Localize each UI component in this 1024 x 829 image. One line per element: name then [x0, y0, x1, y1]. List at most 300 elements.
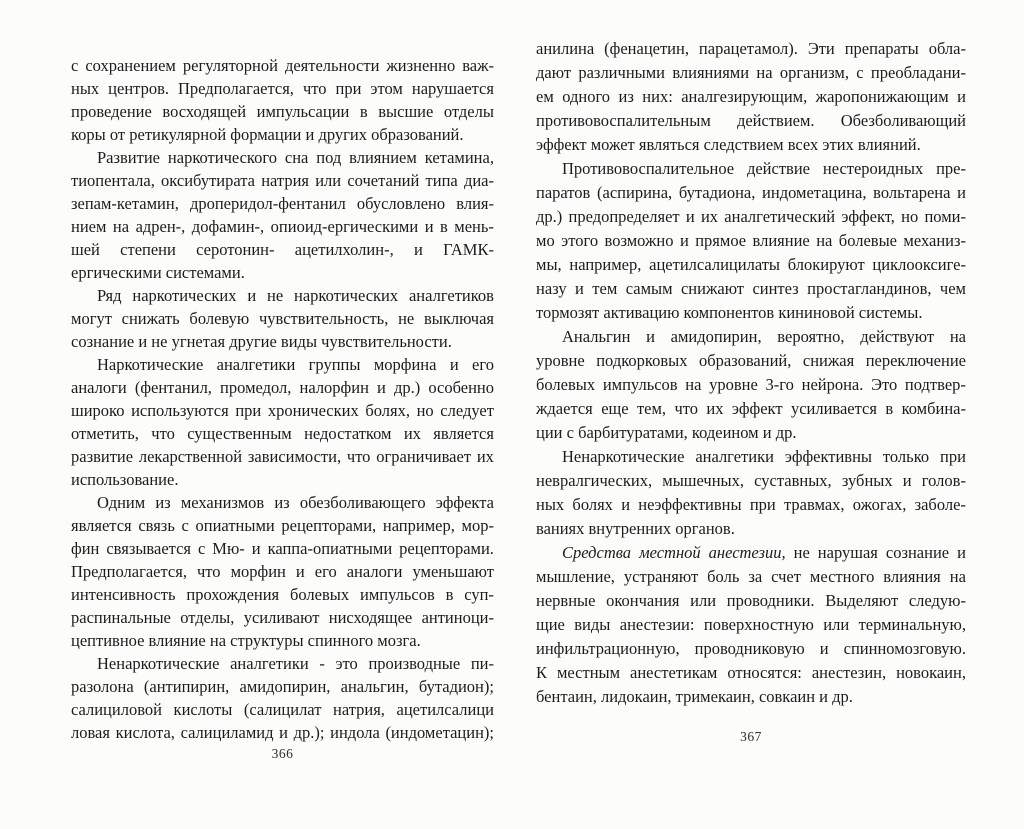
word: этом — [370, 79, 403, 98]
word: оксибутирата — [161, 171, 255, 190]
word: связывается — [106, 539, 191, 558]
word: широко — [71, 401, 125, 420]
word: анестезин, — [811, 663, 887, 682]
text-line — [536, 181, 966, 205]
word: на — [949, 327, 966, 346]
word: это — [335, 654, 358, 673]
word: Ненаркотические — [562, 447, 685, 466]
word: (салицилат — [243, 700, 322, 719]
word: действием. — [736, 111, 815, 130]
word: анестетикам — [630, 663, 718, 682]
word: связь — [138, 516, 175, 535]
word: за — [748, 567, 763, 586]
word: или — [315, 171, 342, 190]
word: и — [251, 539, 261, 558]
word: др.) — [393, 378, 421, 397]
text-line — [71, 100, 494, 123]
text-line — [71, 583, 494, 606]
word: Средства — [562, 543, 632, 562]
word: хронических — [267, 401, 359, 420]
word: амидопирин, — [670, 327, 762, 346]
word: производные — [368, 654, 461, 673]
word: невралгических, — [536, 471, 653, 490]
word: противовоспалительным — [536, 111, 711, 130]
text-line — [71, 491, 494, 514]
text-line — [536, 349, 966, 373]
word: особенно — [428, 378, 494, 397]
word: центров. — [108, 79, 169, 98]
word: болевую — [189, 309, 250, 328]
word: регуляторной — [182, 56, 278, 75]
word: при — [235, 401, 262, 420]
word: серотонин- — [196, 240, 275, 259]
word: инфильтрационную, — [536, 639, 680, 658]
text-line — [71, 238, 494, 261]
word: опиатными — [195, 516, 275, 535]
word: эффективны — [784, 447, 872, 466]
word: чувствительность, — [258, 309, 389, 328]
word: анестезии: — [619, 615, 695, 634]
word: натрия, — [333, 700, 385, 719]
word: Предполагается, — [71, 562, 187, 581]
word: 3-го — [765, 375, 794, 394]
word: различными — [578, 63, 666, 82]
text-line — [536, 61, 966, 85]
word: следую- — [908, 591, 966, 610]
word: выключая — [423, 309, 494, 328]
word: анестезии, — [708, 543, 786, 562]
word: отделы, — [180, 608, 235, 627]
word: Развитие — [97, 148, 161, 167]
word: наркотических — [294, 286, 399, 305]
word: боль — [707, 567, 740, 586]
word: их — [706, 399, 724, 418]
word: при — [335, 79, 362, 98]
word: ацетилсалици — [396, 700, 494, 719]
word: жаропонижающим — [815, 87, 949, 106]
word: аналгетический — [724, 207, 836, 226]
word: только — [882, 447, 930, 466]
text-line — [71, 422, 494, 445]
text-line — [536, 229, 966, 253]
word: блокируют — [787, 255, 865, 274]
word: диа- — [463, 171, 494, 190]
paragraph — [71, 54, 494, 146]
word: действие — [746, 159, 810, 178]
text-line — [71, 192, 494, 215]
word: с — [856, 63, 864, 82]
word: Мю- — [212, 539, 245, 558]
text-line — [536, 613, 966, 637]
word: болях — [572, 495, 613, 514]
word: образований, — [698, 351, 792, 370]
word: и — [449, 355, 459, 374]
word: обезболивающего — [299, 493, 426, 512]
word: существенным — [187, 424, 292, 443]
paragraph — [71, 491, 494, 652]
text-line — [71, 468, 494, 491]
word: др.) — [536, 207, 563, 226]
word: Одним — [97, 493, 146, 512]
word: Это — [871, 375, 898, 394]
word: на — [756, 63, 773, 82]
word: группы — [308, 355, 361, 374]
word: импульсации — [256, 102, 350, 121]
text-line — [71, 376, 494, 399]
word: местным — [556, 663, 621, 682]
word: спинномозговую. — [843, 639, 966, 658]
text-line — [71, 77, 494, 100]
word: обусловлено — [356, 194, 446, 213]
word: сочетаний — [347, 171, 420, 190]
word: этого — [561, 231, 599, 250]
word: окончания — [606, 591, 680, 610]
word: шей — [71, 240, 100, 259]
word: одного — [562, 87, 611, 106]
word: и — [819, 639, 829, 658]
word: сознание — [885, 543, 950, 562]
text-line — [71, 721, 494, 744]
word: наркотического — [167, 148, 277, 167]
word: ацетилхолин-, — [294, 240, 394, 259]
line-text: тормозят активацию компонентов кининовой системы. — [536, 303, 923, 322]
line-text: ции с барбитуратами, кодеином и др. — [536, 423, 797, 442]
word: не — [267, 286, 284, 305]
word: сна — [284, 148, 309, 167]
word: типа — [425, 171, 458, 190]
text-line — [71, 537, 494, 560]
word: парацетамол). — [698, 39, 798, 58]
word: не — [793, 543, 810, 562]
word: сохранением — [85, 56, 176, 75]
word: разолона — [71, 677, 134, 696]
word: что — [302, 79, 327, 98]
text-line — [536, 421, 966, 445]
word: морфина — [373, 355, 437, 374]
word: аналоги — [71, 378, 127, 397]
word: используются — [131, 401, 229, 420]
word: ем — [536, 87, 554, 106]
word: является — [433, 424, 494, 443]
word: натрия — [261, 171, 310, 190]
word: адрен-, — [135, 217, 186, 236]
word: комбина- — [901, 399, 966, 418]
text-line — [71, 514, 494, 537]
word: Ряд — [97, 286, 122, 305]
word: (индометацин); — [385, 723, 494, 742]
paragraph — [71, 146, 494, 284]
text-line — [536, 517, 966, 541]
word: снижают — [680, 279, 745, 298]
word: мы, — [536, 255, 562, 274]
word: травмах, — [784, 495, 845, 514]
word: на — [112, 217, 130, 236]
word: или — [690, 591, 717, 610]
text-line — [536, 301, 966, 325]
word: действуют — [860, 327, 935, 346]
word: развитие — [71, 447, 134, 466]
word: влияния — [883, 567, 941, 586]
paragraph — [536, 541, 966, 709]
text-line — [536, 109, 966, 133]
word: или — [823, 615, 850, 634]
word: и — [646, 327, 655, 346]
word: поми- — [924, 207, 966, 226]
word: фин — [71, 539, 100, 558]
word: прохождения — [186, 585, 280, 604]
word: нарушая — [817, 543, 878, 562]
word: Анальгин — [562, 327, 631, 346]
text-line — [71, 675, 494, 698]
word: ждается — [536, 399, 593, 418]
word: аналгезирующим, — [681, 87, 808, 106]
word: и — [575, 279, 584, 298]
word: новокаин, — [896, 663, 966, 682]
text-line — [536, 157, 966, 181]
word: степени — [120, 240, 176, 259]
word: организм, — [779, 63, 849, 82]
paragraph — [536, 157, 966, 325]
left-page-text-block — [71, 54, 494, 744]
word: проведение — [71, 102, 152, 121]
paragraph — [71, 652, 494, 744]
paragraph — [536, 445, 966, 541]
word: местного — [809, 567, 875, 586]
text-line — [71, 123, 494, 146]
word: каппа-опиатными — [267, 539, 393, 558]
word: болевые — [838, 231, 897, 250]
word: и — [957, 183, 966, 202]
word: при — [749, 495, 776, 514]
word: и — [295, 562, 305, 581]
word: и — [957, 87, 966, 106]
word: салициловой — [71, 700, 162, 719]
word: наркотических — [132, 286, 237, 305]
word: бутадиона, — [678, 183, 756, 202]
word: салициламид — [180, 723, 274, 742]
text-line — [536, 37, 966, 61]
word: что — [151, 424, 175, 443]
line-text: коры от ретикулярной формации и других образований. — [71, 125, 464, 144]
word: рецепторами, — [281, 516, 377, 535]
word: проводники. — [726, 591, 815, 610]
word: Противовоспалительное — [562, 159, 735, 178]
word: аналгетиков — [408, 286, 494, 305]
word: дофамин-, — [191, 217, 265, 236]
word: не — [398, 309, 415, 328]
word: синтез — [752, 279, 799, 298]
text-line — [71, 606, 494, 629]
word: зепам-кетамин, — [71, 194, 179, 213]
text-line — [536, 493, 966, 517]
text-line — [71, 353, 494, 376]
line-text: ваниях внутренних органов. — [536, 519, 735, 538]
paragraph — [536, 37, 966, 157]
word: (аспирина, — [597, 183, 673, 202]
word: препараты — [844, 39, 919, 58]
word: эффекта — [435, 493, 494, 512]
word: щие — [536, 615, 565, 634]
word: кислота, — [115, 723, 175, 742]
word: паратов — [536, 183, 591, 202]
line-text: ергическими системами. — [71, 263, 245, 282]
word: отделы — [443, 102, 494, 121]
right-page-text-block — [536, 37, 966, 709]
word: дроперидол-фентанил — [189, 194, 346, 213]
word: мо — [536, 231, 555, 250]
word: уменьшают — [412, 562, 494, 581]
text-line — [71, 629, 494, 652]
word: рецепторами. — [399, 539, 494, 558]
text-line — [536, 325, 966, 349]
word: их — [700, 207, 719, 226]
word: еще — [601, 399, 629, 418]
word: проводниковую — [694, 639, 805, 658]
word: аналоги — [346, 562, 403, 581]
text-line — [536, 253, 966, 277]
text-line — [71, 215, 494, 238]
word: в — [359, 102, 368, 121]
word: голов- — [921, 471, 966, 490]
word: анилина — [536, 39, 595, 58]
word: например, — [569, 255, 642, 274]
right-page-number: 367 — [740, 729, 762, 744]
word: тем, — [636, 399, 667, 418]
word: ловая — [71, 723, 110, 742]
word: тиопентала, — [71, 171, 155, 190]
word: ных — [536, 495, 565, 514]
word: ацетилсалицилаты — [649, 255, 781, 274]
word: промедол, — [220, 378, 292, 397]
word: уровне — [709, 375, 758, 394]
word: ожогах, — [852, 495, 907, 514]
word: из — [155, 493, 171, 512]
word: является — [71, 516, 132, 535]
word: отметить, — [71, 424, 139, 443]
word: аналгетики — [695, 447, 774, 466]
word: подтвер- — [904, 375, 966, 394]
word: с — [181, 516, 189, 535]
word: назу — [536, 279, 567, 298]
word: нестероидных — [822, 159, 924, 178]
word: и — [279, 723, 288, 742]
word: и — [679, 231, 689, 250]
word: циклооксиге- — [872, 255, 966, 274]
word: кислоты — [173, 700, 233, 719]
word: и — [902, 471, 912, 490]
word: дают — [536, 63, 572, 82]
word: высшие — [378, 102, 434, 121]
word: индометацина, — [762, 183, 867, 202]
text-line — [536, 469, 966, 493]
word: из — [618, 87, 634, 106]
text-line — [536, 205, 966, 229]
word: нарушается — [411, 79, 494, 98]
word: импульсов — [602, 375, 678, 394]
text-line — [71, 698, 494, 721]
text-line — [536, 637, 966, 661]
word: мор- — [461, 516, 494, 535]
word: например, — [382, 516, 455, 535]
word: мень- — [454, 217, 494, 236]
word: переключение — [865, 351, 966, 370]
word: суставных, — [754, 471, 832, 490]
word: но — [416, 401, 434, 420]
word: и — [685, 207, 695, 226]
text-line — [536, 85, 966, 109]
text-line — [71, 261, 494, 284]
word: жизненно — [386, 56, 456, 75]
paragraph — [71, 353, 494, 491]
word: болях, — [365, 401, 410, 420]
word: лекарственной — [138, 447, 243, 466]
word: его — [472, 355, 494, 374]
word: следует — [440, 401, 494, 420]
text-line — [71, 169, 494, 192]
word: механиз- — [903, 231, 966, 250]
word: в — [445, 585, 454, 604]
text-line — [536, 661, 966, 685]
word: бутадион); — [418, 677, 494, 696]
word: ГАМК- — [443, 240, 494, 259]
word: налорфин — [299, 378, 369, 397]
text-line — [71, 445, 494, 468]
word: мышление, — [536, 567, 615, 586]
word: др.); — [293, 723, 325, 742]
word: - — [319, 654, 325, 673]
word: К — [536, 663, 548, 682]
word: вероятно, — [777, 327, 845, 346]
word: восходящей — [162, 102, 247, 121]
word: что — [196, 562, 221, 581]
word: (фенацетин, — [604, 39, 689, 58]
word: и — [424, 217, 434, 236]
word: снижать — [121, 309, 180, 328]
word: под — [316, 148, 342, 167]
line-text: эффект может являться следствием всех этих влияний. — [536, 135, 921, 154]
word: и — [957, 543, 966, 562]
text-line — [536, 277, 966, 301]
word: Ненаркотические — [97, 654, 220, 673]
word: нием — [71, 217, 107, 236]
word: влиянием — [349, 148, 417, 167]
word: виды — [574, 615, 611, 634]
text-line — [71, 307, 494, 330]
word: могут — [71, 309, 112, 328]
word: кетамина, — [424, 148, 494, 167]
line-text: использование. — [71, 470, 179, 489]
word: и — [377, 378, 386, 397]
word: импульсов — [359, 585, 435, 604]
word: из — [274, 493, 290, 512]
text-line — [536, 373, 966, 397]
word: нервные — [536, 591, 596, 610]
word: подкорковых — [596, 351, 688, 370]
word: влия- — [456, 194, 494, 213]
text-line — [71, 560, 494, 583]
word: тем — [592, 279, 618, 298]
word: поверхностную — [703, 615, 814, 634]
line-text: сознание и не угнетая другие виды чувствительности. — [71, 332, 452, 351]
word: Обезболивающий — [840, 111, 966, 130]
word: на — [949, 567, 966, 586]
line-text: цептивное влияние на структуры спинного мозга. — [71, 631, 421, 650]
word: относятся: — [727, 663, 802, 682]
word: эффект, — [841, 207, 895, 226]
word: при — [940, 447, 966, 466]
text-line — [536, 685, 966, 709]
text-line — [536, 445, 966, 469]
